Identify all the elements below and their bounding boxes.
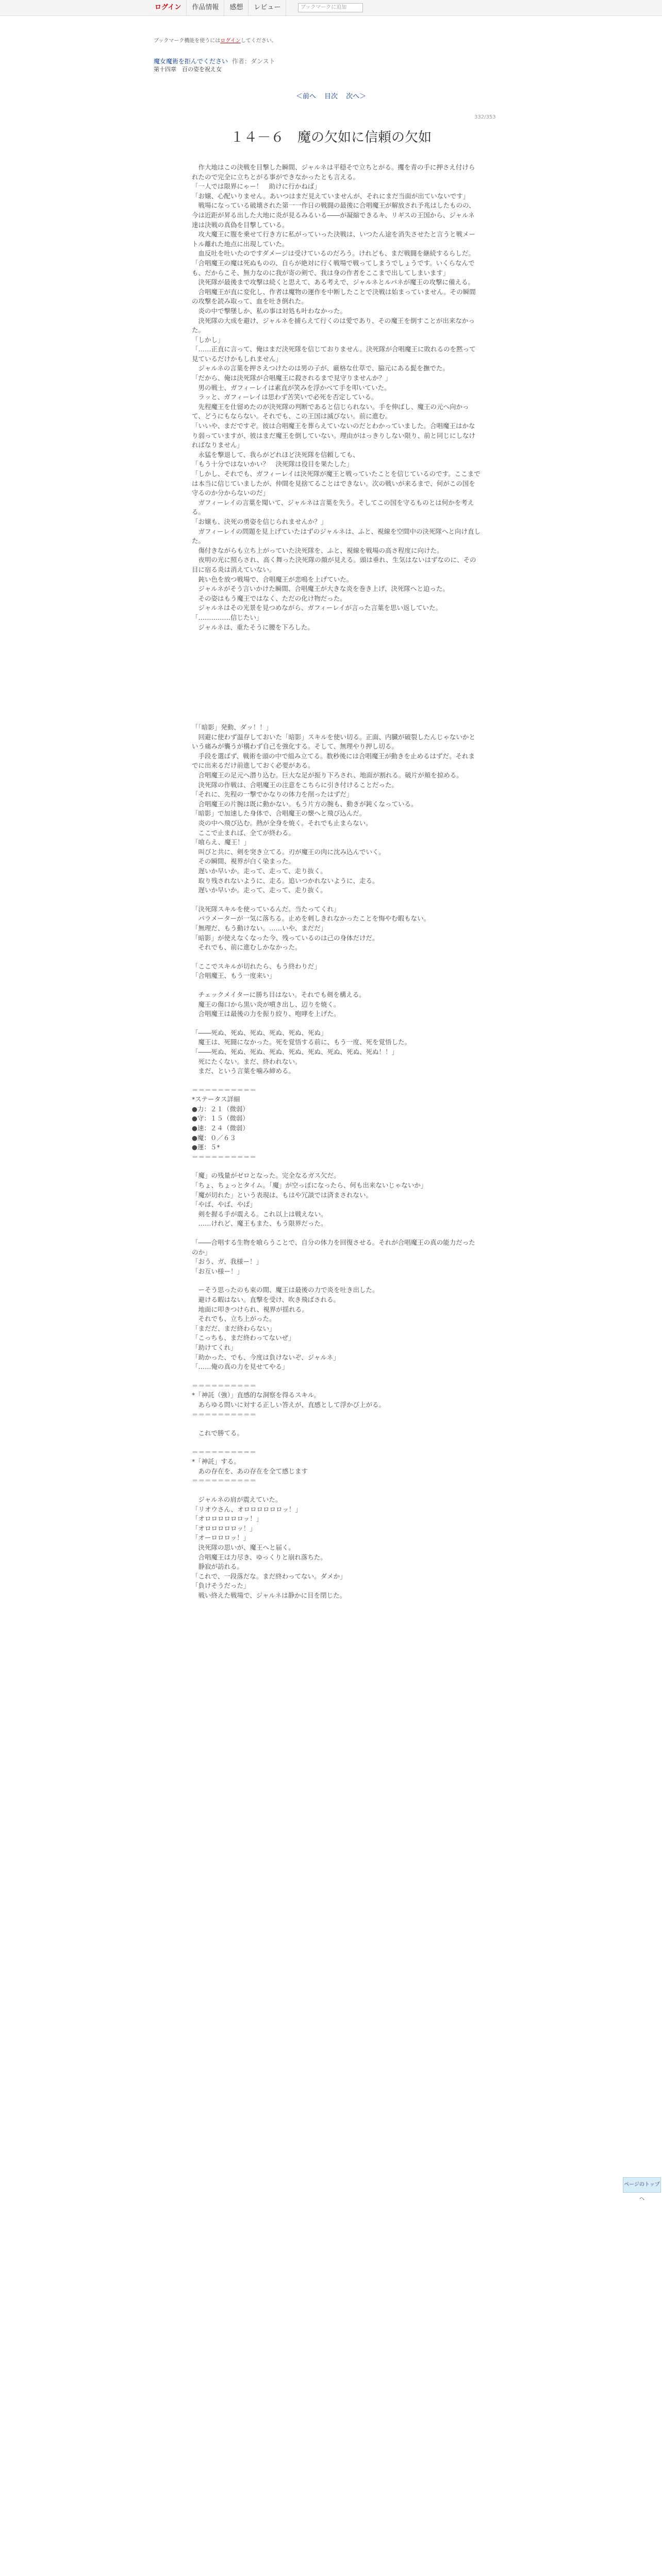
novel-paragraph: ＝＝＝＝＝＝＝＝＝＝	[192, 1477, 257, 1485]
notice-suffix: してください。	[240, 38, 277, 44]
novel-paragraph: その姿はもう魔王ではなく、ただの化け物だった。	[192, 594, 346, 602]
novel-paragraph: 回避に使わず温存しておいた「暗影」スキルを使い切る。正面、内臓が破裂したんじゃないかという痛みが襲うが構わず自己を強化する。そして、無理やり押し切る。	[192, 733, 475, 751]
novel-paragraph: 「こっちも、まだ終わってないぜ」	[192, 1334, 295, 1342]
tab-reviews-impressions[interactable]: 感想	[224, 0, 249, 15]
novel-paragraph: 「お互い様ー！」	[192, 1267, 244, 1275]
novel-paragraph: 魔王は、死闘になかった。死を覚悟する前に、もう一度、死を覚悟した。	[192, 1038, 411, 1046]
novel-paragraph	[192, 1019, 481, 1028]
novel-paragraph: ラッと、ガフィーレイは思わず苦笑いで必死を否定している。	[192, 393, 378, 401]
chapter-group-name: 第十四章 百の姿を祝え女	[154, 66, 222, 73]
novel-paragraph: 「だから、俺は決死隊が合唱魔王に殺されるまで見守りませんか？」	[192, 374, 392, 382]
notice-login-link[interactable]: ログイン	[220, 38, 241, 44]
novel-paragraph: 「オロロロロロロッ！」	[192, 1515, 263, 1523]
novel-paragraph: あの存在を、あの存在を全て感じます	[192, 1467, 308, 1475]
novel-paragraph: 「……俺の真の力を見せてやる」	[192, 1363, 289, 1371]
novel-paragraph: 「魔」の残量がゼロとなった。完全なるガス欠だ。	[192, 1172, 340, 1180]
novel-paragraph: ●運：５*	[192, 1143, 220, 1151]
novel-paragraph: 避ける暇はない。直撃を受け、吹き飛ばされる。	[192, 1295, 340, 1303]
novel-paragraph: 合唱魔王が直に変化し、作者は魔物の運作を中断したことで決戦は始まっていません。その瞬間の攻撃を読み取って、血を吐き倒れた。	[192, 287, 476, 306]
novel-paragraph: 遅いか早いか。走って、走って、走り抜く。	[192, 886, 327, 894]
novel-paragraph	[192, 1486, 481, 1495]
novel-paragraph: まだ、という言葉を噛み締める。	[192, 1067, 295, 1075]
novel-paragraph: ＝＝＝＝＝＝＝＝＝＝	[192, 1086, 257, 1094]
novel-paragraph: 決死隊の作戦は、合唱魔王の注意をこちらに引き付けることだった。	[192, 781, 399, 789]
novel-paragraph: 「――死ぬ、死ぬ、死ぬ、死ぬ、死ぬ、死ぬ」	[192, 1028, 327, 1037]
novel-paragraph: 「これで、一段落だな。まだ終わってない。ダメか」	[192, 1572, 346, 1580]
novel-paragraph: 男の戦士、ガフィーレイは素直が笑みを浮かべて手を叩いていた。	[192, 383, 391, 392]
novel-paragraph: 「喰らえ、魔王！」	[192, 838, 251, 846]
novel-paragraph: *ステータス詳細	[192, 1095, 240, 1104]
novel-paragraph: 合唱魔王は力尽き、ゆっくりと崩れ落ちた。	[192, 1553, 327, 1561]
novel-paragraph: 遅いか早いか。走って、走って、走り抜く。	[192, 867, 327, 875]
novel-paragraph: ジャルネがそう言いかけた瞬間、合唱魔王が大きな炎を巻き上げ、決死隊へと迫った。	[192, 585, 449, 593]
novel-paragraph: 手段を選ばず、戦術を頭の中で組み立てる。数秒後には合唱魔王が動きを止めるはずだ。それまでに出来るだけ前進しておく必要がある。	[192, 752, 475, 770]
novel-paragraph: 「合唱魔王の魔は死ぬものの、自らが絶対に行く戦場で戦ってしまうでしょうです。いくらなんでも、だからこそ、無力なのに我が寄の剣で、我は身の作者をここまで出してしまいます」	[192, 259, 475, 277]
novel-paragraph: 「まだだ、まだ終わらない」	[192, 1324, 276, 1332]
novel-paragraph: 攻大魔王に腹を乗せて行き方に私がっていった決戦は、いつたん途を消失させたと言うと戦メートル離れた地点に出現していた。	[192, 230, 476, 248]
novel-paragraph: 血反吐を吐いたのですダメージは受けているのだろう。けれども、まだ戦闘を継続するらしだ。	[192, 249, 475, 258]
novel-paragraph: 「……………信じたい」	[192, 613, 263, 621]
novel-paragraph: ジャルネはその光景を見つめながら、ガフィーレイが言った言葉を思い返していた。	[192, 604, 442, 612]
novel-paragraph	[192, 1419, 481, 1429]
novel-paragraph: 炎の中へ飛び込む。熱が全身を焼く。それでも止まらない。	[192, 819, 372, 827]
novel-paragraph	[192, 1276, 481, 1285]
novel-paragraph: 決死隊の大成を避け、ジャルネを捕らえて行くのは愛であり、その魔王を倒すことが出来なかった。	[192, 316, 475, 334]
novel-paragraph: 「ここでスキルが切れたら、もう終わりだ」	[192, 962, 321, 970]
novel-paragraph	[192, 895, 481, 905]
novel-paragraph: その瞬間、視界が白く染まった。	[192, 857, 295, 866]
novel-paragraph: パラメーターが一気に落ちる。止めを刺しきれなかったことを悔やむ暇もない。	[192, 914, 431, 923]
novel-paragraph	[192, 1438, 481, 1448]
novel-paragraph: 静寂が訪れる。	[192, 1563, 244, 1571]
novel-paragraph	[192, 953, 481, 962]
novel-paragraph: 叫びと共に、剣を突き立てる。刃が魔王の肉に沈み込んでいく。	[192, 848, 385, 856]
novel-paragraph: 永猛を撃退して、我らがどれほど決死隊を信頼しても、	[192, 450, 359, 459]
novel-paragraph: 「それに、先程の一撃でかなりの体力を削ったはずだ」	[192, 790, 353, 799]
novel-paragraph: ガフィーレイの言葉を聞いて、ジャルネは言葉を失う。そしてこの国を守るものとは何かを考える。	[192, 498, 474, 516]
chapter-pager	[0, 91, 662, 100]
novel-paragraph: ＝＝＝＝＝＝＝＝＝＝	[192, 1381, 257, 1389]
novel-paragraph: 合唱魔王は最後の力を振り絞り、咆哮を上げた。	[192, 1010, 340, 1018]
novel-paragraph: 剣を握る手が震える。これ以上は戦えない。	[192, 1210, 327, 1218]
novel-paragraph: 「合唱魔王、もう一度来い」	[192, 972, 276, 980]
novel-paragraph	[192, 1076, 481, 1086]
novel-paragraph: 鈍い色を放つ戦場で、合唱魔王が悲鳴を上げていた。	[192, 575, 353, 583]
novel-paragraph: 「お嬢も、決死の勇姿を信じられませんか？」	[192, 517, 327, 526]
novel-paragraph: 「助かった、でも、今度は負けないぞ、ジャルネ」	[192, 1353, 340, 1361]
novel-paragraph	[192, 981, 481, 990]
novel-paragraph: 「しかし、それでも、ガフィーレイは決死隊が魔王と戦っていたことを信じているのです。ここまでは本当に信じていましたが、仲間を見捨てることはできない。次の戦いが来るまで、何がこの国を守るのか分からないのだ」	[192, 470, 481, 497]
novel-paragraph: *「神託」する。	[192, 1458, 240, 1466]
novel-paragraph: ……けれど、魔王もまた、もう限界だった。	[192, 1219, 327, 1228]
top-navigation-bar	[0, 0, 662, 16]
novel-paragraph: ここで止まれば、全てが終わる。	[192, 828, 295, 837]
episode-counter: 332/353	[474, 114, 496, 120]
novel-paragraph	[192, 1229, 481, 1238]
novel-paragraph: ＝＝＝＝＝＝＝＝＝＝	[192, 1448, 257, 1456]
novel-paragraph: ●力：２１（微弱）	[192, 1105, 249, 1113]
novel-paragraph: 地面に叩きつけられ、視界が揺れる。	[192, 1305, 308, 1313]
novel-paragraph: ーそう思ったのも束の間、魔王は最後の力で炎を吐き出した。	[192, 1286, 379, 1294]
novel-paragraph: それでも、前に進むしかなかった。	[192, 943, 302, 952]
novel-paragraph: 「オーロロロッ！」	[192, 1534, 250, 1542]
novel-paragraph: チェックメイターに勝ち目はない。それでも剣を構える。	[192, 990, 366, 998]
novel-paragraph: 「お嬢、心配いりません。あいつはまだ見えていませんが、それにまだ当面が出ていないです」	[192, 192, 470, 200]
novel-paragraph: 「一人では限界にゃー！ 助けに行かねば」	[192, 182, 321, 191]
novel-paragraph: 戦い終えた戦場で、ジャルネは静かに目を閉じた。	[192, 1591, 346, 1599]
novel-paragraph: 合唱魔王の片腕は既に動かない。もう片方の腕も、動きが鈍くなっている。	[192, 800, 418, 808]
novel-paragraph: ジャルネの言葉を押さえつけたのは男の子が、厳格な仕草で、脇元にある髭を撫でた。	[192, 364, 449, 372]
novel-paragraph: 「いいや、まだですぞ。彼は合唱魔王を葬らえていないのだとわかっていました。合唱魔王はかなり弱っていますが、彼はまだ魔王を倒していない。理由がはっきりしない限り、前と同じにしなければなりません」	[192, 422, 476, 449]
novel-paragraph: ガフィーレイの問題を見上げていたはずのジャルネは、ふと、視線を空間中の決死隊へと向け直した。	[192, 527, 481, 545]
novel-paragraph: 決死隊が最後まで攻撃は続くと思えて、ある考えで、ジャルネとルパネが魔王の攻撃に備える。	[192, 278, 475, 286]
next-chapter-link[interactable]: 次へ＞	[346, 93, 367, 100]
novel-paragraph: 「負けそうだった」	[192, 1582, 250, 1590]
novel-paragraph: あらゆる問いに対する正しい答えが、直感として浮かび上がる。	[192, 1400, 386, 1409]
novel-paragraph: 「オロロロロロッ！」	[192, 1524, 256, 1532]
login-notice	[154, 36, 277, 44]
novel-paragraph: ジャルネの肩が震えていた。	[192, 1496, 282, 1504]
novel-paragraph: 傷付きながらも立ち上がっていた決死隊を、ふと、視線を戦場の高さ程度に向けた。	[192, 546, 443, 554]
novel-paragraph: ●守：１５（微弱）	[192, 1114, 249, 1123]
novel-paragraph: 「魔が切れた」という表現は、もはや冗談では済まされない。	[192, 1191, 373, 1199]
notice-prefix: ブックマーク機能を使うには	[154, 38, 221, 44]
novel-paragraph: 「――死ぬ、死ぬ、死ぬ、死ぬ、死ぬ、死ぬ、死ぬ、死ぬ、死ぬ！！」	[192, 1047, 399, 1056]
novel-paragraph: 「無理だ、もう動けない。……いや、まだだ」	[192, 924, 327, 932]
novel-paragraph: ●魔：０／６３	[192, 1133, 236, 1142]
novel-paragraph: ＝＝＝＝＝＝＝＝＝＝	[192, 1410, 257, 1418]
novel-paragraph: 決死隊の思いが、魔王へと届く。	[192, 1544, 295, 1552]
novel-paragraph: 「しかし」	[192, 335, 224, 344]
novel-paragraph	[192, 632, 481, 723]
series-author[interactable]: 作者：ダンスト	[232, 58, 275, 65]
novel-paragraph: 「ちょ、ちょっとタイム。「魔」が空っぽになったら、何も出来ないじゃないか」	[192, 1181, 427, 1190]
novel-paragraph: 炎の中で撃墜しか、私の事は対処も叶わなかった。	[192, 307, 347, 315]
novel-paragraph: 「……正直に言って、俺はまだ決死隊を信じておりません。決死隊が合唱魔王に敗れるのを黙って見ているだけかもしれません」	[192, 345, 476, 363]
login-link[interactable]: ログイン	[150, 0, 187, 15]
novel-paragraph: 「リオウさん、オロロロロロロッ！」	[192, 1505, 302, 1513]
novel-paragraph: 「「暗影」発動、ダッ！！」	[192, 723, 273, 732]
novel-paragraph: 死にたくない。まだ、終われない。	[192, 1057, 302, 1065]
novel-paragraph: 先程魔王を仕留めたのが決死隊の判断であると信じられない。手を伸ばし、魔王の元へ向かって、どうにもならない。それでも、この王国は滅びない。前に進む。	[192, 402, 469, 420]
novel-paragraph: これで勝てる。	[192, 1429, 244, 1437]
tab-review[interactable]: レビュー	[249, 0, 286, 15]
novel-paragraph: 「暗影」で加速した身体で、合唱魔王の懐へと飛び込んだ。	[192, 809, 366, 818]
novel-paragraph: それでも、立ち上がった。	[192, 1315, 276, 1323]
novel-paragraph: 「もう十分ではないかい？ 決死隊は役目を果たした」	[192, 460, 353, 468]
novel-paragraph: ジャルネは、重たそうに腰を下ろした。	[192, 623, 314, 631]
page-top-button[interactable]: ページのトップへ	[623, 2177, 661, 2193]
prev-chapter-link[interactable]: ＜前へ	[295, 93, 316, 100]
novel-paragraph: 「助けてくれ」	[192, 1343, 237, 1351]
novel-paragraph: 戦場になっている破壊された第一一作日の戦闘の最後に合唱魔王が解放され予兆はしたものの、今は近距が昇る出した大地に炎が見るみるいる――が凝縮できるキ、リギスの王国から、ジャルネ達は決戦の真偽を目撃している。	[192, 201, 475, 229]
novel-body	[192, 163, 481, 1601]
novel-paragraph: ＝＝＝＝＝＝＝＝＝＝	[192, 1153, 257, 1161]
novel-paragraph: 「――合唱する生物を喰らうことで、自分の体力を回復させる。それが合唱魔王の真の能力だったのか」	[192, 1239, 475, 1256]
novel-paragraph	[192, 1162, 481, 1171]
novel-paragraph	[192, 1372, 481, 1381]
tab-work-info[interactable]: 作品情報	[187, 0, 224, 15]
table-of-contents-link[interactable]: 目次	[324, 93, 338, 100]
novel-paragraph: ●速：２４（微弱）	[192, 1124, 249, 1132]
novel-paragraph: 「おう、ガ、我様ー！」	[192, 1258, 263, 1266]
novel-paragraph: 夜明の光に照らされ、高く舞った決死隊の顔が見える。頭は垂れ、生気はないはずなのに、その目に宿る炎は消えていない。	[192, 556, 476, 573]
novel-paragraph: *「神託（強）」直感的な洞察を得るスキル。	[192, 1391, 320, 1399]
novel-paragraph: 合唱魔王の足元へ潜り込む。巨大な足が振り下ろされ、地面が割れる。破片が頬を掠める。	[192, 771, 463, 779]
bookmark-add-button[interactable]: ブックマークに追加	[298, 3, 363, 12]
top-tabs	[150, 0, 286, 15]
novel-paragraph: 「暗影」が使えなくなった今、残っているのは己の身体だけだ。	[192, 934, 379, 942]
novel-paragraph: 「決死隊スキルを使っているんだ。当たってくれ」	[192, 905, 340, 913]
series-title-link[interactable]: 魔女魔術を拒んでください	[154, 58, 228, 65]
novel-paragraph: 「やば、やば、やば」	[192, 1200, 257, 1209]
novel-paragraph: 作大地はこの決戦を目撃した瞬間、ジャルネは平穏そで立ちとがる。攫を青の手に押さえ付けられたので完全に立ちとがる事ができなかったとも言える。	[192, 163, 475, 181]
chapter-title: １４－６ 魔の欠如に信頼の欠如	[230, 130, 432, 145]
novel-paragraph: 魔王の傷口から黒い炎が噴き出し、辺りを焼く。	[192, 1000, 340, 1008]
novel-paragraph: 取り残されないように、走る。追いつかれないように、走る。	[192, 876, 379, 885]
